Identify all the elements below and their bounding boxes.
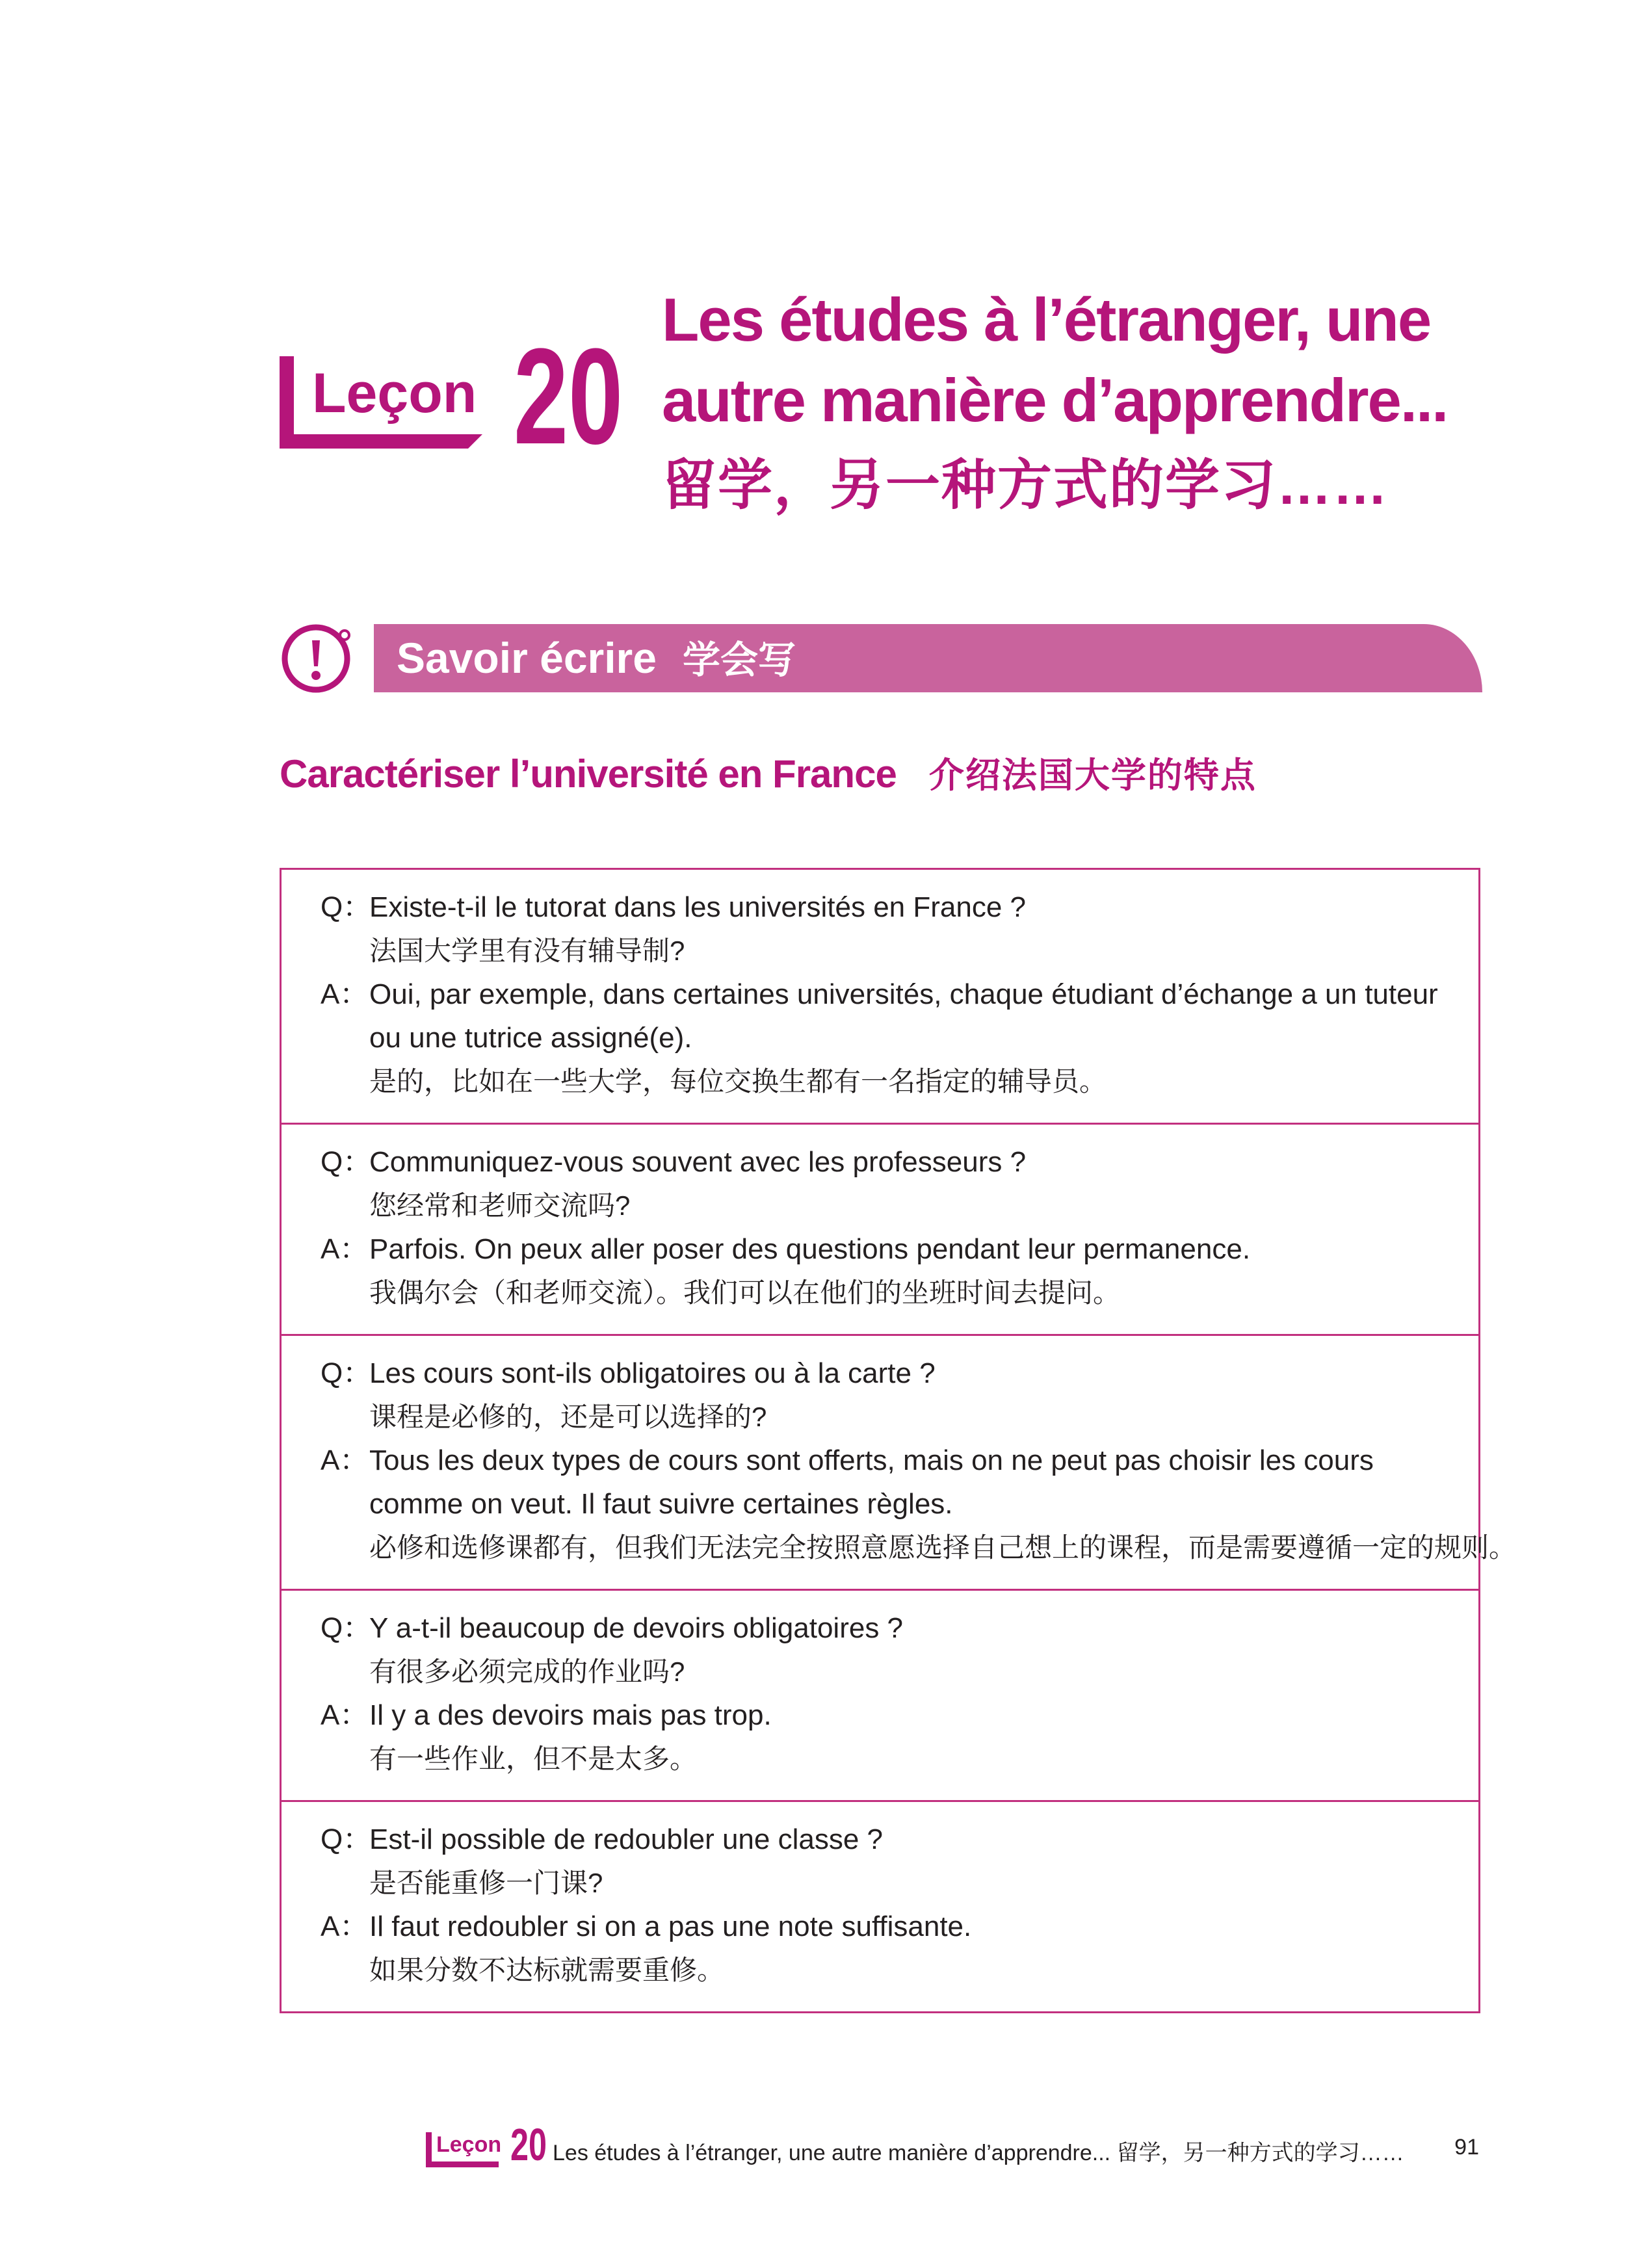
answer — [321, 973, 1478, 1016]
answer — [321, 1227, 1478, 1271]
page-footer — [426, 2119, 1479, 2171]
answer-tag: A： — [321, 1699, 369, 1731]
answer-tag: A： — [321, 1233, 369, 1265]
question-tag: Q： — [321, 1146, 372, 1178]
section-subtitle — [280, 748, 1257, 798]
answer-text: Il y a des devoirs mais pas trop. — [369, 1699, 772, 1731]
answer-tag: A： — [321, 978, 369, 1010]
answer-text: Il faut redoubler si on a pas une note suffisante. — [369, 1911, 972, 1942]
qa-table — [280, 868, 1517, 2013]
question — [321, 885, 1478, 929]
question-text: Est-il possible de redoubler une classe ? — [369, 1823, 884, 1855]
question — [321, 1140, 1478, 1184]
qa-row-2 — [282, 1123, 1478, 1334]
title-zh: 留学，另一种方式的学习…… — [662, 454, 1389, 516]
answer-translation: 必修和选修课都有，但我们无法完全按照意愿选择自己想上的课程，而是需要遵循一定的规则。 — [369, 1532, 1517, 1563]
question-text: Existe-t-il le tutorat dans les universités en France ? — [369, 891, 1027, 923]
question — [321, 1818, 1478, 1861]
lesson-badge — [280, 356, 481, 449]
question-translation: 是否能重修一门课? — [369, 1868, 603, 1898]
answer-text: Tous les deux types de cours sont offerts, mais on ne peut pas choisir les cours — [369, 1444, 1374, 1476]
question-text: Y a-t-il beaucoup de devoirs obligatoires ? — [369, 1612, 904, 1644]
question-tag: Q： — [321, 1823, 372, 1855]
qa-row-3 — [282, 1334, 1517, 1589]
qa-row-5 — [282, 1800, 1478, 2011]
section-banner — [280, 621, 1482, 696]
lesson-label: Leçon — [312, 362, 477, 424]
question-translation: 有很多必须完成的作业吗? — [369, 1656, 685, 1687]
question — [321, 1606, 1478, 1650]
answer — [321, 1905, 1478, 1948]
title-fr-line2: autre manière d’apprendre... — [662, 366, 1448, 434]
question-text: Les cours sont-ils obligatoires ou à la carte ? — [369, 1357, 936, 1389]
footer-running-title: Les études à l’étranger, une autre manière d’apprendre... 留学，另一种方式的学习…… — [553, 2141, 1404, 2165]
answer — [321, 1693, 1478, 1737]
banner-title-zh: 学会写 — [682, 639, 796, 681]
answer-tag: A： — [321, 1911, 369, 1942]
banner-title — [397, 629, 796, 690]
qa-row-4 — [282, 1589, 1478, 1800]
footer-lesson-number: 20 — [510, 2119, 547, 2170]
answer-translation: 有一些作业，但不是太多。 — [369, 1743, 698, 1774]
subtitle-fr: Caractériser l’université en France — [280, 752, 897, 796]
answer-translation: 我偶尔会（和老师交流）。我们可以在他们的坐班时间去提问。 — [369, 1277, 1121, 1308]
footer-lesson-label: Leçon — [436, 2132, 502, 2157]
exclamation-circle-icon — [280, 621, 358, 696]
question-tag: Q： — [321, 1612, 372, 1644]
footer-lesson-badge — [426, 2132, 504, 2167]
answer-text: Parfois. On peux aller poser des questions pendant leur permanence. — [369, 1233, 1251, 1265]
question-translation: 您经常和老师交流吗? — [369, 1190, 631, 1221]
badge-bracket-horizontal — [280, 434, 468, 449]
question-tag: Q： — [321, 891, 372, 923]
answer-text-cont: comme on veut. Il faut suivre certaines règles. — [369, 1488, 953, 1520]
lesson-title — [662, 280, 1507, 525]
qa-row-1 — [282, 870, 1478, 1123]
lesson-number: 20 — [514, 320, 623, 473]
answer-text: Oui, par exemple, dans certaines universités, chaque étudiant d’échange a un tuteur — [369, 978, 1438, 1010]
banner-title-fr: Savoir écrire — [397, 634, 657, 682]
question — [321, 1351, 1478, 1395]
answer-translation: 如果分数不达标就需要重修。 — [369, 1955, 725, 1985]
answer-translation: 是的，比如在一些大学，每位交换生都有一名指定的辅导员。 — [369, 1066, 1107, 1097]
answer-text-cont: ou une tutrice assigné(e). — [369, 1022, 692, 1054]
question-translation: 课程是必修的，还是可以选择的? — [369, 1402, 767, 1432]
question-tag: Q： — [321, 1357, 372, 1389]
page-number: 91 — [1454, 2135, 1479, 2160]
subtitle-zh: 介绍法国大学的特点 — [928, 756, 1257, 795]
title-fr-line1: Les études à l’étranger, une — [662, 285, 1431, 354]
footer-bracket-horizontal — [426, 2161, 499, 2167]
question-text: Communiquez-vous souvent avec les professeurs ? — [369, 1146, 1027, 1178]
question-translation: 法国大学里有没有辅导制? — [369, 935, 685, 966]
answer-tag: A： — [321, 1444, 369, 1476]
answer — [321, 1439, 1478, 1482]
